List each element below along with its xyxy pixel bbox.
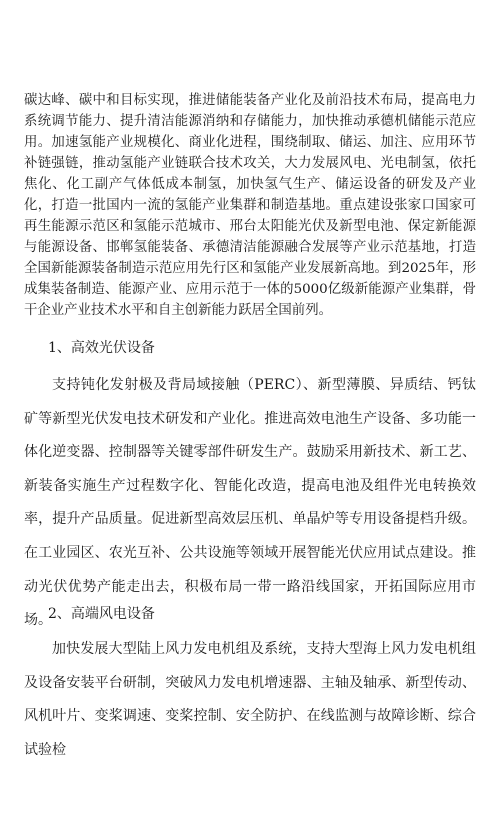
section-heading-photovoltaic: 1、高效光伏设备: [48, 340, 155, 356]
section-paragraph-photovoltaic: 支持钝化发射极及背局域接触（PERC）、新型薄膜、异质结、钙钛矿等新型光伏发电技术研发和产业化。推进高效电池生产设备、多功能一体化逆变器、控制器等关键零部件研发生产。鼓励采用新技术、新工艺、新装备实施生产过程数字化、智能化改造，提高电池及组件光电转换效率，提升产品质量。促进新型高效层压机、单晶炉等专用设备提档升级。在工业园区、农光互补、公共设施等领域开展智能光伏应用试点建设。推动光伏优势产能走出去，积极布局一带一路沿线国家，开拓国际应用市场。: [24, 377, 476, 629]
section-heading-wind-power: 2、高端风电设备: [48, 606, 155, 622]
intro-paragraph: 碳达峰、碳中和目标实现，推进储能装备产业化及前沿技术布局，提高电力系统调节能力、提升清洁能源消纳和存储能力，加快推动承德机储能示范应用。加速氢能产业规模化、商业化进程，围绕制取、储运、加注、应用环节补链强链，推动氢能产业链联合技术攻关，大力发展风电、光电制氢，依托焦化、化工副产气体低成本制氢，加快氢气生产、储运设备的研发及产业化，打造一批国内一流的氢能产业集群和制造基地。重点建设张家口国家可再生能源示范区和氢能示范城市、邢台太阳能光伏及新型电池、保定新能源与能源设备、邯郸氢能装备、承德清洁能源融合发展等产业示范基地，打造全国新能源装备制造示范应用先行区和氢能产业发展新高地。到2025年，形成集装备制造、能源产业、应用示范于一体的5000亿级新能源产业集群，骨干企业产业技术水平和自主创新能力跃居全国前列。: [24, 93, 476, 318]
section-paragraph-wind-power: 加快发展大型陆上风力发电机组及系统，支持大型海上风力发电机组及设备安装平台研制，突破风力发电机增速器、主轴及轴承、新型传动、风机叶片、变桨调速、变桨控制、安全防护、在线监测与故障诊断、综合试验检: [24, 641, 476, 758]
